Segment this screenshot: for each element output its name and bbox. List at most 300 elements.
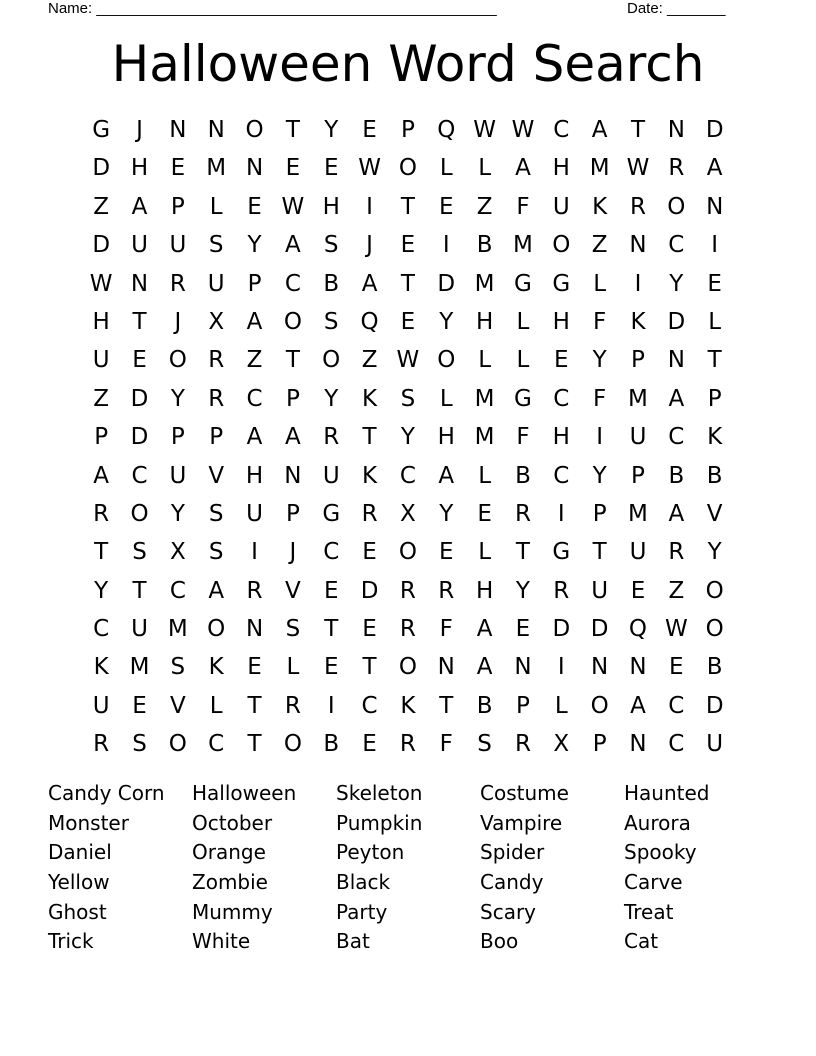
grid-letter: O [168, 347, 187, 374]
grid-letter: E [323, 155, 339, 182]
grid-letter: K [630, 308, 646, 335]
grid-letter: H [552, 155, 570, 182]
grid-letter: W [626, 155, 650, 182]
grid-letter: I [251, 539, 258, 566]
word-list-item: Spooky [624, 840, 697, 865]
grid-letter: Z [246, 347, 263, 374]
grid-letter: E [132, 692, 147, 719]
grid-row [82, 725, 734, 763]
grid-letter: T [592, 539, 607, 566]
grid-letter: U [706, 731, 724, 758]
grid-letter: N [284, 462, 302, 489]
grid-letter: K [400, 692, 416, 719]
grid-row [82, 341, 734, 379]
grid-letter: O [283, 731, 302, 758]
grid-letter: J [174, 308, 182, 335]
grid-letter: D [130, 385, 149, 412]
grid-letter: F [593, 308, 607, 335]
grid-letter: O [590, 692, 609, 719]
grid-letter: L [478, 347, 492, 374]
grid-letter: P [209, 424, 224, 451]
grid-letter: M [513, 232, 533, 259]
grid-letter: L [478, 462, 492, 489]
word-list-item: Haunted [624, 781, 710, 805]
grid-letter: R [208, 347, 225, 374]
grid-letter: F [516, 193, 530, 220]
grid-letter: T [515, 539, 530, 566]
grid-letter: A [246, 308, 263, 335]
grid-letter: U [207, 270, 225, 297]
grid-letter: Z [476, 193, 493, 220]
grid-letter: S [170, 654, 186, 681]
grid-letter: O [245, 117, 264, 143]
grid-letter: B [706, 654, 723, 681]
grid-letter: S [477, 731, 492, 758]
grid-letter: S [323, 232, 339, 259]
grid-letter: P [285, 500, 300, 527]
grid-letter: L [554, 692, 568, 719]
word-list-item: Aurora [624, 810, 691, 835]
grid-letter: C [553, 117, 570, 143]
grid-letter: T [324, 616, 339, 643]
grid-letter: L [478, 155, 492, 182]
grid-letter: S [208, 500, 224, 527]
grid-letter: P [247, 270, 262, 297]
word-list-item: Boo [480, 929, 519, 954]
grid-letter: F [516, 424, 530, 451]
grid-letter: W [473, 117, 496, 143]
word-list-item: Party [336, 899, 388, 924]
grid-letter: O [398, 155, 417, 182]
grid-letter: T [247, 731, 262, 758]
grid-letter: B [323, 270, 340, 297]
grid-letter: U [92, 347, 110, 374]
grid-letter: R [399, 577, 416, 604]
grid-letter: B [515, 462, 531, 489]
grid-letter: L [439, 385, 453, 412]
grid-letter: F [439, 731, 453, 758]
grid-letter: G [514, 385, 532, 412]
word-list-item: Trick [48, 929, 94, 954]
grid-letter: O [705, 616, 724, 643]
grid-letter: T [630, 117, 646, 143]
grid-letter: T [94, 539, 109, 566]
word-list-item: Treat [624, 899, 674, 924]
grid-letter: A [591, 117, 608, 143]
grid-letter: L [478, 539, 492, 566]
grid-letter: E [362, 117, 377, 143]
grid-letter: U [92, 692, 110, 719]
grid-letter: A [246, 424, 263, 451]
grid-letter: C [553, 462, 570, 489]
grid-letter: R [93, 500, 110, 527]
grid-letter: N [667, 117, 685, 143]
grid-letter: I [366, 193, 373, 220]
grid-letter: N [437, 654, 455, 681]
grid-letter: O [705, 577, 724, 604]
grid-letter: P [707, 385, 722, 412]
word-list-item: Skeleton [336, 781, 423, 805]
grid-letter: L [516, 308, 530, 335]
grid-letter: A [668, 500, 685, 527]
grid-letter: R [361, 500, 378, 527]
grid-letter: N [629, 654, 647, 681]
grid-letter: K [93, 654, 109, 681]
grid-letter: X [553, 731, 570, 758]
grid-letter: E [132, 347, 147, 374]
grid-letter: A [706, 155, 723, 182]
grid-letter: Y [439, 500, 454, 527]
grid-letter: E [438, 539, 454, 566]
grid-letter: B [323, 731, 340, 758]
grid-letter: J [136, 117, 143, 143]
grid-letter: O [130, 500, 149, 527]
grid-letter: J [289, 539, 297, 566]
grid-letter: N [514, 654, 532, 681]
grid-letter: E [247, 654, 262, 681]
grid-letter: Y [170, 385, 185, 412]
grid-letter: S [208, 539, 224, 566]
word-list-item: Ghost [48, 899, 107, 924]
grid-letter: K [208, 654, 224, 681]
grid-letter: E [170, 155, 186, 182]
grid-letter: A [208, 577, 225, 604]
grid-letter: E [323, 654, 339, 681]
grid-letter: A [515, 155, 531, 182]
grid-letter: M [129, 654, 150, 681]
grid-letter: Z [668, 577, 685, 604]
grid-letter: L [286, 654, 300, 681]
grid-letter: R [514, 500, 531, 527]
word-list [48, 779, 768, 957]
grid-letter: U [246, 500, 263, 527]
grid-letter: E [362, 616, 377, 643]
grid-letter: D [552, 616, 571, 643]
word-list-item: Cat [624, 929, 659, 954]
grid-letter: N [591, 654, 609, 681]
grid-letter: W [396, 347, 420, 374]
grid-letter: V [285, 577, 301, 604]
grid-letter: G [514, 270, 532, 297]
grid-letter: M [206, 155, 227, 182]
grid-letter: O [168, 731, 187, 758]
grid-letter: X [169, 539, 186, 566]
grid-letter: C [131, 462, 148, 489]
grid-letter: L [516, 347, 530, 374]
grid-letter: E [707, 270, 722, 297]
grid-letter: U [131, 232, 148, 259]
header-line [48, 0, 726, 17]
grid-letter: W [89, 270, 113, 297]
grid-letter: K [592, 193, 608, 220]
grid-letter: G [322, 500, 341, 527]
grid-letter: D [130, 424, 149, 451]
grid-letter: P [285, 385, 300, 412]
grid-letter: H [552, 424, 570, 451]
grid-row [82, 572, 734, 610]
word-list-item: Vampire [480, 810, 563, 835]
word-list-item: Carve [624, 870, 683, 895]
grid-letter: O [667, 193, 686, 220]
grid-letter: H [475, 577, 494, 604]
grid-letter: E [247, 193, 262, 220]
grid-letter: S [400, 385, 416, 412]
grid-letter: P [592, 500, 607, 527]
grid-letter: E [554, 347, 569, 374]
grid-letter: T [400, 270, 415, 297]
grid-letter: R [208, 385, 225, 412]
grid-letter: A [668, 385, 685, 412]
grid-letter: D [590, 616, 609, 643]
grid-letter: P [631, 462, 645, 489]
grid-letter: M [589, 155, 610, 182]
grid-letter: C [208, 731, 225, 758]
grid-letter: U [629, 539, 647, 566]
grid-letter: C [399, 462, 416, 489]
grid-letter: I [557, 500, 565, 527]
grid-letter: H [245, 462, 264, 489]
grid-letter: W [664, 616, 688, 643]
grid-letter: E [323, 577, 339, 604]
grid-letter: Y [592, 462, 607, 489]
grid-letter: L [593, 270, 607, 297]
grid-letter: A [476, 616, 493, 643]
grid-letter: R [399, 731, 416, 758]
grid-letter: E [400, 232, 416, 259]
grid-letter: N [667, 347, 685, 374]
grid-letter: Y [669, 270, 684, 297]
grid-letter: G [552, 539, 571, 566]
grid-letter: E [438, 193, 454, 220]
grid-letter: C [93, 616, 110, 643]
grid-letter: D [705, 117, 724, 143]
grid-letter: D [437, 270, 456, 297]
grid-letter: Z [93, 385, 110, 412]
grid-letter: V [706, 500, 723, 527]
grid-row [82, 648, 734, 686]
grid-letter: E [362, 731, 377, 758]
word-list-item: Pumpkin [336, 810, 423, 835]
grid-letter: R [668, 155, 685, 182]
grid-letter: Y [247, 232, 262, 259]
grid-letter: X [400, 500, 416, 527]
grid-row [82, 111, 734, 149]
grid-letter: A [438, 462, 455, 489]
grid-letter: Y [324, 117, 339, 143]
word-list-item: Peyton [336, 840, 405, 865]
grid-letter: Y [515, 577, 530, 604]
grid-letter: B [476, 232, 493, 259]
grid-letter: R [438, 577, 455, 604]
grid-letter: W [511, 117, 535, 143]
grid-letter: M [474, 270, 495, 297]
grid-letter: O [283, 308, 302, 335]
grid-letter: T [132, 577, 147, 604]
grid-letter: A [285, 424, 301, 451]
grid-letter: P [170, 193, 185, 220]
grid-letter: D [705, 692, 724, 719]
grid-letter: N [629, 232, 647, 259]
grid-letter: N [245, 155, 264, 182]
grid-letter: C [668, 232, 685, 259]
grid-row [82, 495, 734, 533]
grid-letter: N [245, 616, 264, 643]
grid-letter: P [94, 424, 109, 451]
grid-letter: K [362, 462, 378, 489]
letter-grid [82, 111, 734, 764]
word-list-item: White [192, 929, 251, 954]
grid-letter: T [247, 692, 262, 719]
grid-letter: L [209, 692, 223, 719]
grid-letter: S [132, 731, 147, 758]
grid-letter: A [476, 654, 493, 681]
grid-letter: O [322, 347, 341, 374]
grid-letter: A [361, 270, 378, 297]
grid-letter: C [668, 424, 685, 451]
grid-letter: D [92, 232, 111, 259]
grid-letter: R [514, 731, 531, 758]
grid-letter: Z [591, 232, 608, 259]
grid-letter: I [634, 270, 642, 297]
grid-letter: Q [628, 616, 648, 643]
grid-letter: V [169, 692, 186, 719]
grid-letter: W [358, 155, 381, 182]
grid-letter: N [169, 117, 187, 143]
grid-row [82, 380, 734, 418]
grid-letter: R [284, 692, 301, 719]
word-list-item: Yellow [48, 870, 110, 895]
grid-letter: R [246, 577, 263, 604]
page-title: Halloween Word Search [111, 35, 705, 93]
grid-letter: B [706, 462, 723, 489]
grid-letter: C [284, 270, 301, 297]
word-list-item: Orange [192, 840, 266, 865]
grid-letter: D [92, 155, 111, 182]
grid-letter: A [630, 692, 646, 719]
grid-letter: M [474, 385, 495, 412]
grid-letter: Y [707, 539, 722, 566]
grid-letter: Y [439, 308, 454, 335]
grid-letter: N [629, 731, 647, 758]
grid-letter: T [707, 347, 722, 374]
grid-letter: U [131, 616, 148, 643]
grid-row [82, 188, 734, 226]
grid-letter: N [706, 193, 724, 220]
grid-letter: S [132, 539, 147, 566]
grid-letter: C [553, 385, 570, 412]
grid-letter: I [557, 654, 565, 681]
date-field-label: Date: _______ [627, 0, 726, 17]
grid-letter: U [591, 577, 609, 604]
grid-letter: I [596, 424, 604, 451]
grid-letter: M [474, 424, 495, 451]
grid-letter: U [552, 193, 570, 220]
grid-letter: A [93, 462, 110, 489]
grid-letter: T [285, 117, 300, 143]
grid-letter: E [285, 155, 301, 182]
grid-letter: H [92, 308, 110, 335]
grid-letter: O [398, 654, 417, 681]
grid-letter: O [398, 539, 417, 566]
grid-letter: M [167, 616, 188, 643]
grid-letter: S [323, 308, 339, 335]
grid-letter: P [516, 692, 530, 719]
grid-letter: A [131, 193, 148, 220]
grid-letter: C [668, 731, 685, 758]
word-list-item: Bat [336, 929, 370, 954]
grid-row [82, 533, 734, 571]
grid-letter: Y [170, 500, 185, 527]
grid-letter: E [630, 577, 646, 604]
grid-letter: A [285, 232, 301, 259]
grid-letter: G [92, 117, 111, 143]
grid-letter: P [170, 424, 185, 451]
word-list-item: Candy [480, 870, 544, 895]
grid-letter: D [360, 577, 379, 604]
word-list-item: Mummy [192, 899, 273, 924]
word-list-item: October [192, 810, 273, 835]
grid-letter: B [476, 692, 493, 719]
name-field-label: Name: ________________________________________________ [48, 0, 497, 17]
grid-letter: O [437, 347, 456, 374]
grid-letter: H [322, 193, 340, 220]
grid-letter: N [130, 270, 149, 297]
grid-letter: C [668, 692, 685, 719]
grid-letter: Q [437, 117, 456, 143]
grid-letter: U [169, 462, 187, 489]
grid-letter: C [169, 577, 186, 604]
word-list-item: Black [336, 870, 391, 895]
word-list-item: Costume [480, 781, 569, 805]
grid-letter: H [552, 308, 570, 335]
word-list-item: Candy Corn [48, 781, 165, 805]
grid-letter: P [400, 117, 415, 143]
grid-letter: Q [360, 308, 379, 335]
grid-letter: Y [400, 424, 415, 451]
word-list-item: Zombie [192, 870, 268, 895]
grid-letter: T [285, 347, 300, 374]
grid-letter: U [629, 424, 647, 451]
grid-letter: X [208, 308, 225, 335]
grid-letter: C [246, 385, 263, 412]
grid-letter: T [132, 308, 147, 335]
grid-letter: E [515, 616, 531, 643]
grid-letter: Y [592, 347, 607, 374]
word-list-item: Scary [480, 899, 537, 924]
grid-letter: M [628, 385, 648, 412]
grid-letter: E [669, 654, 684, 681]
grid-letter: R [668, 539, 685, 566]
grid-letter: T [362, 424, 377, 451]
grid-letter: T [362, 654, 377, 681]
grid-letter: H [437, 424, 455, 451]
grid-letter: U [169, 232, 187, 259]
grid-letter: I [327, 692, 335, 719]
grid-letter: R [629, 193, 646, 220]
grid-letter: G [552, 270, 571, 297]
grid-row [82, 149, 734, 187]
grid-letter: R [399, 616, 416, 643]
grid-row [82, 418, 734, 456]
grid-letter: T [439, 692, 454, 719]
grid-letter: O [207, 616, 226, 643]
grid-letter: O [552, 232, 571, 259]
grid-letter: N [207, 117, 225, 143]
grid-row [82, 457, 734, 495]
grid-letter: R [169, 270, 186, 297]
grid-row [82, 265, 734, 303]
grid-letter: I [442, 232, 450, 259]
